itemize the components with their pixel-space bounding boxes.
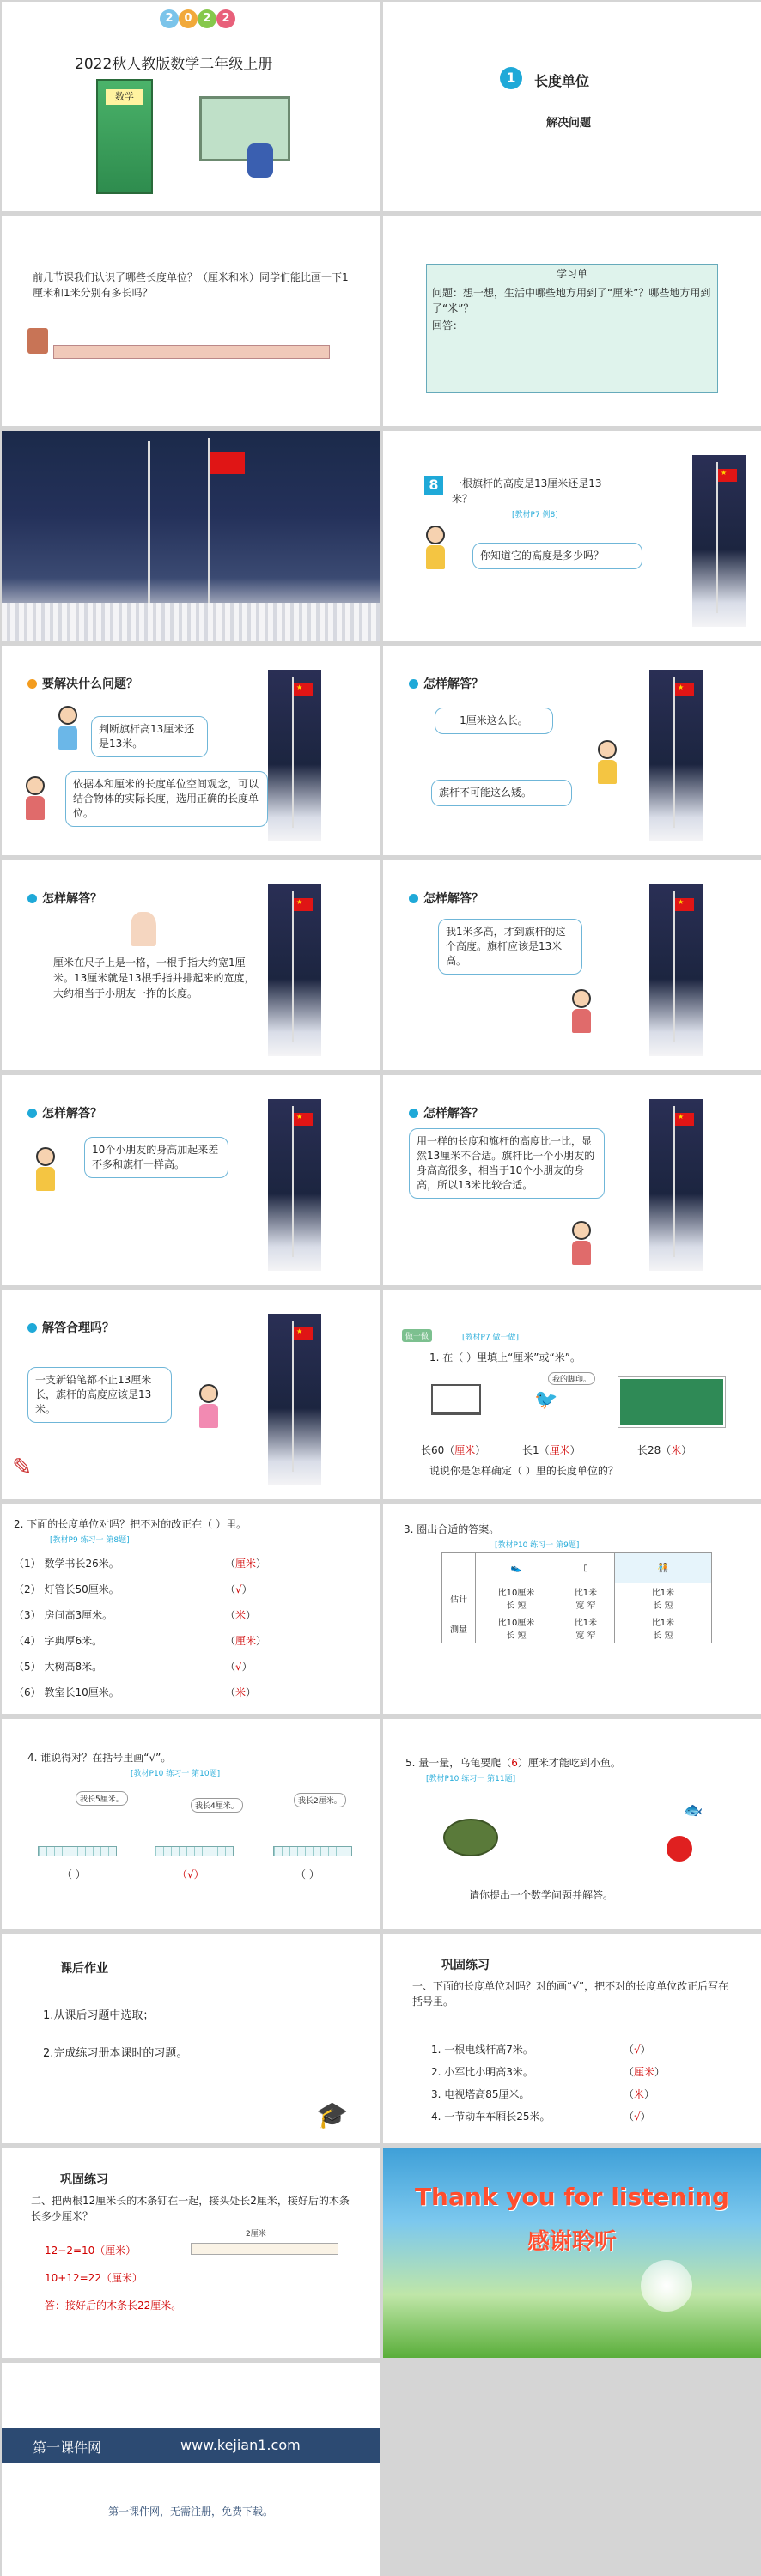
slide-what-problem	[2, 646, 380, 855]
section-question	[27, 890, 102, 907]
ruler	[273, 1846, 352, 1856]
blue-dot-icon	[409, 679, 418, 689]
exercise-answer: （米）	[624, 2088, 655, 2100]
flag-photo: ★	[268, 884, 321, 1056]
blue-dot-icon	[409, 894, 418, 903]
student-illustration	[247, 143, 273, 178]
textbook-ref: [教材P10 练习一 第11题]	[426, 1775, 516, 1783]
year-badge: 2 0 2 2	[160, 9, 235, 28]
exercise-item: 1. 一根电线杆高7米。	[431, 2044, 533, 2056]
slide-how-solve-3	[383, 860, 761, 1070]
flag-photo: ★	[649, 1099, 703, 1271]
slide-how-solve-2	[2, 860, 380, 1070]
textbook-ref: [教材P7 做一做]	[462, 1334, 520, 1342]
question-label: 怎样解答？	[42, 1107, 102, 1121]
section-question	[409, 675, 484, 692]
follow-question: 说说你是怎样确定（ ）里的长度单位的？	[429, 1465, 618, 1477]
exercise-answer: （米）	[225, 1686, 257, 1698]
finger-icon	[27, 328, 48, 354]
textbook-cover	[96, 79, 153, 194]
crowd	[2, 603, 380, 641]
exercise-item: （6） 教室长10厘米。	[14, 1686, 119, 1698]
solution-answer: 答：接好后的木条长22厘米。	[45, 2300, 182, 2312]
exercise-item: 3. 电视塔高85厘米。	[431, 2088, 530, 2100]
answer-court: 长28（米）	[637, 1444, 692, 1456]
exercise-answer: （厘米）	[225, 1558, 267, 1570]
slide-exercise-3	[383, 1504, 761, 1714]
finger-icon	[131, 912, 156, 946]
boy-illustration	[598, 740, 617, 784]
fish-icon: 🐟	[684, 1801, 703, 1820]
exercise-item: 4. 一节动车车厢长25米。	[431, 2111, 551, 2123]
national-flag	[210, 452, 245, 474]
cover-title: 2022秋人教版数学二年级上册	[75, 56, 273, 73]
exercise-item: 2. 小军比小明高3米。	[431, 2066, 533, 2078]
exercise-item: （3） 房间高3厘米。	[14, 1609, 113, 1621]
girl-illustration	[572, 989, 591, 1033]
girl-illustration	[572, 1221, 591, 1265]
girl-illustration	[26, 776, 45, 820]
blue-dot-icon	[27, 1323, 37, 1333]
speech-bubble: 依据本和厘米的长度单位空间观念，可以结合物体的实际长度，选用正确的长度单位。	[65, 771, 268, 827]
textbook-ref: [教材P10 练习一 第10题]	[131, 1770, 221, 1778]
answer-1: （ ）	[62, 1868, 86, 1880]
blue-dot-icon	[27, 894, 37, 903]
slide-how-solve-1	[383, 646, 761, 855]
textbook-ref: [教材P7 例8]	[512, 511, 558, 519]
speech-bubble: 我长5厘米。	[76, 1791, 128, 1806]
speech-bubble: 用一样的长度和旗杆的高度比一比，显然13厘米不合适。旗杆比一个小朋友的身高高很多，相当于10个小朋友的身高，所以13米比较合适。	[409, 1128, 605, 1199]
example-number: 8	[424, 476, 443, 495]
section-question	[409, 890, 484, 907]
speech-bubble: 判断旗杆高13厘米还是13米。	[91, 716, 208, 757]
exercise-answer: （厘米）	[624, 2066, 666, 2078]
slide-flag-photo	[2, 431, 380, 641]
lesson-subtitle: 解决问题	[546, 117, 592, 130]
textbook-ref: [教材P10 练习一 第9题]	[495, 1541, 580, 1550]
question-label: 怎样解答？	[42, 892, 102, 906]
slide-exercise-5	[383, 1719, 761, 1929]
bird-bubble: 我的脚印。	[548, 1372, 595, 1385]
homework-item: 1.从课后习题中选取；	[43, 2009, 155, 2022]
thank-you-en: Thank you for listening	[414, 2183, 730, 2211]
answer-desk: 长60（厘米）	[421, 1444, 486, 1456]
turtle-illustration	[443, 1819, 498, 1856]
slide-exercise-2	[2, 1504, 380, 1714]
exercise-question: 4. 谁说得对？在括号里画“√”。	[27, 1752, 172, 1764]
orange-dot-icon	[27, 679, 37, 689]
blue-dot-icon	[409, 1109, 418, 1118]
exercise-item: （1） 数学书长26米。	[14, 1558, 119, 1570]
desk-illustration	[431, 1384, 481, 1415]
slide-exercise-4	[2, 1719, 380, 1929]
thank-you-cn: 感谢聆听	[527, 2229, 617, 2255]
section-question	[27, 675, 138, 692]
slide-review	[2, 216, 380, 426]
lesson-unit: 长度单位	[534, 73, 590, 89]
flag-photo: ★	[649, 884, 703, 1056]
question-label: 要解决什么问题？	[42, 677, 138, 691]
solution-step: 10+12=22（厘米）	[45, 2272, 143, 2284]
slide-reasonable	[2, 1290, 380, 1499]
exercise-item: （2） 灯管长50厘米。	[14, 1583, 119, 1595]
apple-illustration	[667, 1836, 692, 1862]
speech-bubble: 我1米多高，才到旗杆的这个高度。旗杆应该是13米高。	[438, 919, 582, 975]
worksheet-header: 学习单	[427, 265, 717, 283]
review-text: 前几节课我们认识了哪些长度单位？（厘米和米）同学们能比画一下1厘米和1米分别有多长吗？	[33, 271, 349, 299]
slide-how-solve-5	[383, 1075, 761, 1285]
exercise-answer: （√）	[225, 1583, 253, 1595]
overlap-label: 2厘米	[246, 2230, 266, 2239]
worksheet-answer: 回答：	[432, 319, 464, 331]
boy-illustration	[36, 1147, 55, 1191]
answer-2: （√）	[177, 1868, 204, 1880]
slide-practice-1	[383, 1290, 761, 1499]
exercise-answer: （√）	[624, 2044, 651, 2056]
speech-bubble: 旗杆不可能这么矮。	[431, 780, 572, 806]
finger-explanation: 厘米在尺子上是一格，一根手指大约宽1厘米。13厘米就是13根手指并排起来的宽度，大约相当于小朋友一拃的长度。	[53, 957, 255, 999]
consolidate-question: 一、下面的长度单位对吗？对的画“√”，把不对的长度单位改正后写在括号里。	[412, 1980, 729, 2008]
site-url[interactable]: www.kejian1.com	[180, 2437, 301, 2453]
exercise-question: 5. 量一量，乌龟要爬（6）厘米才能吃到小鱼。	[405, 1757, 621, 1769]
homework-title: 课后作业	[60, 1962, 108, 1976]
speech-bubble: 10个小朋友的身高加起来差不多和旗杆一样高。	[84, 1137, 228, 1178]
boy-illustration	[426, 526, 445, 569]
question-label: 解答合理吗？	[42, 1321, 114, 1335]
wood-strips	[191, 2243, 338, 2255]
site-footer-text: 第一课件网，无需注册，免费下载。	[107, 2506, 273, 2518]
chalkboard-illustration	[199, 96, 290, 161]
site-name: 第一课件网	[33, 2439, 102, 2456]
slide-consolidate-2	[2, 2148, 380, 2358]
basketball-court	[618, 1377, 725, 1427]
exercise-answer: （√）	[624, 2111, 651, 2123]
ruler	[38, 1846, 117, 1856]
ruler	[155, 1846, 234, 1856]
site-banner	[2, 2428, 380, 2463]
slide-consolidate-1	[383, 1934, 761, 2143]
girl-illustration	[199, 1384, 218, 1428]
answer-table: 👟 ▯ 🧑‍🤝‍🧑 估计 比10厘米 长 短 比1米 宽 窄 比1米 长 短 测量 比10厘米 长 短 比1米 宽 窄 比1米 长 短	[441, 1552, 712, 1643]
flagpole	[148, 441, 150, 630]
slide-homework	[2, 1934, 380, 2143]
exercise-question: 2. 下面的长度单位对吗？把不对的改正在（ ）里。	[14, 1518, 247, 1530]
worksheet-box	[426, 264, 718, 393]
practice-tag: 做一做	[402, 1329, 432, 1342]
question-label: 怎样解答？	[423, 677, 484, 691]
blue-dot-icon	[27, 1109, 37, 1118]
pencil-icon: ✎	[12, 1453, 33, 1481]
flag-photo: ★	[692, 455, 746, 627]
slide-example-8	[383, 431, 761, 641]
exercise-answer: （厘米）	[225, 1635, 267, 1647]
practice-question: 1. 在（ ）里填上“厘米”或“米”。	[429, 1352, 581, 1364]
flag-photo: ★	[268, 1099, 321, 1271]
question-label: 怎样解答？	[423, 1107, 484, 1121]
boy-illustration	[58, 706, 77, 750]
section-question	[409, 1104, 484, 1121]
worksheet-question: 问题：想一想，生活中哪些地方用到了“厘米”？哪些地方用到了“米”？	[432, 287, 711, 314]
consolidate-question: 二、把两根12厘米长的木条钉在一起，接头处长2厘米，接好后的木条长多少厘米？	[31, 2195, 350, 2222]
book-label: 数学	[106, 89, 143, 105]
follow-question: 请你提出一个数学问题并解答。	[469, 1889, 614, 1901]
question-label: 怎样解答？	[423, 892, 484, 906]
exercise-answer: （√）	[225, 1661, 253, 1673]
exercise-item: （5） 大树高8米。	[14, 1661, 103, 1673]
speech-bubble: 我长2厘米。	[294, 1793, 346, 1807]
section-question	[27, 1104, 102, 1121]
speech-bubble: 一支新铅笔都不止13厘米长，旗杆的高度应该是13米。	[27, 1367, 172, 1423]
slide-footer	[2, 2363, 380, 2576]
slide-how-solve-4	[2, 1075, 380, 1285]
flag-photo: ★	[268, 1314, 321, 1485]
textbook-ref: [教材P9 练习一 第8题]	[50, 1536, 130, 1545]
speech-bubble: 我长4厘米。	[191, 1798, 243, 1813]
consolidate-title: 巩固练习	[441, 1959, 490, 1972]
slide-thank-you	[383, 2148, 761, 2358]
flag-photo: ★	[649, 670, 703, 841]
dandelion-illustration	[641, 2260, 692, 2312]
meter-ruler	[53, 345, 330, 359]
section-question	[27, 1319, 114, 1336]
homework-item: 2.完成练习册本课时的习题。	[43, 2047, 188, 2060]
bird-icon: 🐦	[534, 1389, 558, 1411]
flag-photo: ★	[268, 670, 321, 841]
answer-3: （ ）	[295, 1868, 320, 1880]
exercise-answer: （米）	[225, 1609, 257, 1621]
slide-title	[383, 2, 761, 211]
exercise-item: （4） 字典厚6米。	[14, 1635, 103, 1647]
lesson-number: 1	[500, 67, 522, 89]
solution-step: 12−2=10（厘米）	[45, 2245, 137, 2257]
consolidate-title: 巩固练习	[60, 2173, 108, 2187]
example-question: 一根旗杆的高度是13厘米还是13米？	[452, 477, 602, 505]
speech-bubble: 1厘米这么长。	[435, 708, 553, 734]
graduation-cap-icon: 🎓	[316, 2100, 349, 2130]
slide-cover	[2, 2, 380, 211]
exercise-question: 3. 圈出合适的答案。	[404, 1523, 500, 1535]
answer-bird: 长1（厘米）	[522, 1444, 581, 1456]
slide-worksheet	[383, 216, 761, 426]
speech-bubble: 你知道它的高度是多少吗？	[472, 543, 642, 569]
